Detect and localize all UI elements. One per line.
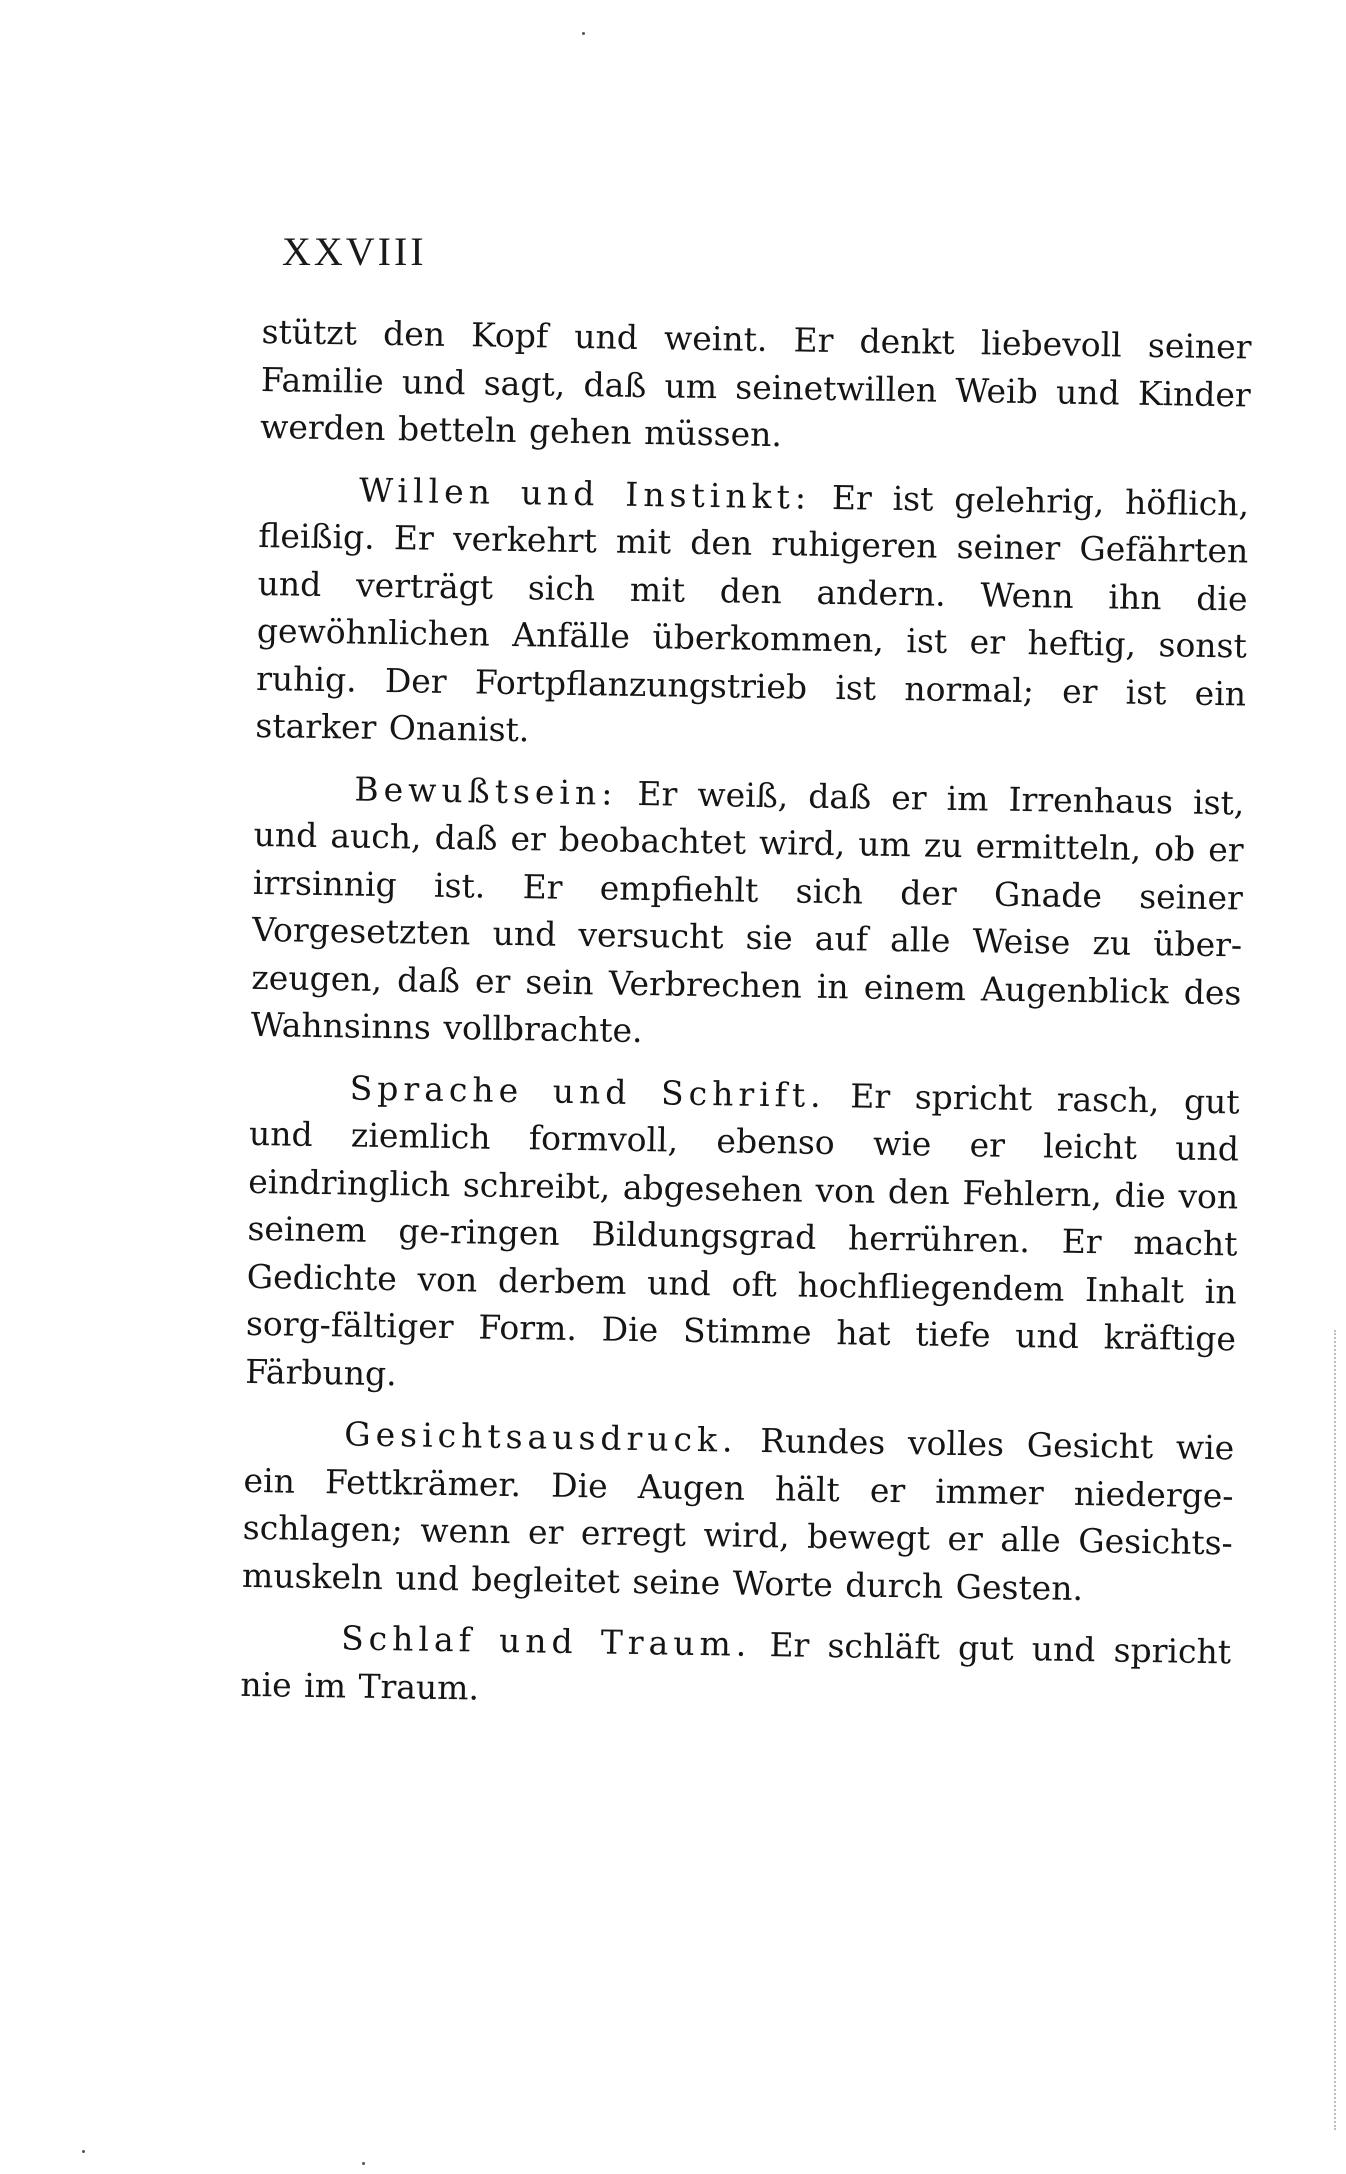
paragraph-1-text: stützt den Kopf und weint. Er denkt liebevoll seiner Familie und sagt, daß um seinetwillen Weib und Kinder werden betteln gehen müssen. xyxy=(259,311,1252,455)
paragraph-1 xyxy=(260,308,1252,466)
scan-speck xyxy=(82,2150,85,2153)
paragraph-schlaf-traum-text: Er schläft gut und spricht nie im Traum. xyxy=(240,1624,1232,1708)
scan-speck xyxy=(362,2162,365,2165)
section-heading-willen-instinkt: Willen und Instinkt: xyxy=(358,470,812,517)
scan-edge-marks xyxy=(1334,1330,1342,2130)
paragraph-willen-instinkt xyxy=(255,464,1249,765)
paragraph-gesichtsausdruck xyxy=(242,1409,1235,1615)
page-number: XXVIII xyxy=(282,229,427,274)
paragraph-willen-instinkt-text: Er ist gelehrig, höflich, fleißig. Er verkehrt mit den ruhigeren seiner Gefährten und verträgt sich mit den andern. Wenn ihn die gewöhnlichen Anfälle überkommen, ist er heftig, sonst ruhig. Der Fortpflanzungstrieb ist normal; er ist ein starker Onanist. xyxy=(255,477,1250,750)
paragraph-bewusstsein-text: Er weiß, daß er im Irrenhaus ist, und auch, daß er beobachtet wird, um zu ermitteln, ob er irrsinnig ist. Er empfiehlt sich der Gnade seiner Vorgesetzten und versucht sie auf alle Weise zu über-zeugen, daß er sein Verbrechen in einem Augenblick des Wahnsinns vollbrachte. xyxy=(250,773,1245,1051)
paragraph-bewusstsein xyxy=(250,763,1244,1064)
paragraph-gesichtsausdruck-text: Rundes volles Gesicht wie ein Fettkrämer. Die Augen hält er immer niederge-schlagen; wenn er erregt wird, bewegt er alle Gesichts-muskeln und begleitet seine Worte durch Gesten. xyxy=(241,1420,1235,1608)
paragraph-sprache-schrift-text: Er spricht rasch, gut und ziemlich formvoll, ebenso wie er leicht und eindringlich schreibt, abgesehen von den Fehlern, die von seinem ge-ringen Bildungsgrad herrühren. Er macht Gedichte von derbem und oft hochfliegendem Inhalt in sorg-fältiger Form. Die Stimme hat tiefe und kräftige Färbung. xyxy=(244,1075,1240,1393)
paragraph-schlaf-traum xyxy=(240,1613,1231,1724)
section-heading-sprache-schrift: Sprache und Schrift. xyxy=(349,1067,826,1115)
body-text xyxy=(240,308,1252,1723)
section-heading-gesichtsausdruck: Gesichtsausdruck. xyxy=(344,1414,738,1460)
section-heading-schlaf-traum: Schlaf und Traum. xyxy=(340,1618,752,1664)
paragraph-sprache-schrift xyxy=(245,1062,1240,1410)
scan-speck xyxy=(582,32,585,35)
section-heading-bewusstsein: Bewußtsein: xyxy=(354,769,618,813)
